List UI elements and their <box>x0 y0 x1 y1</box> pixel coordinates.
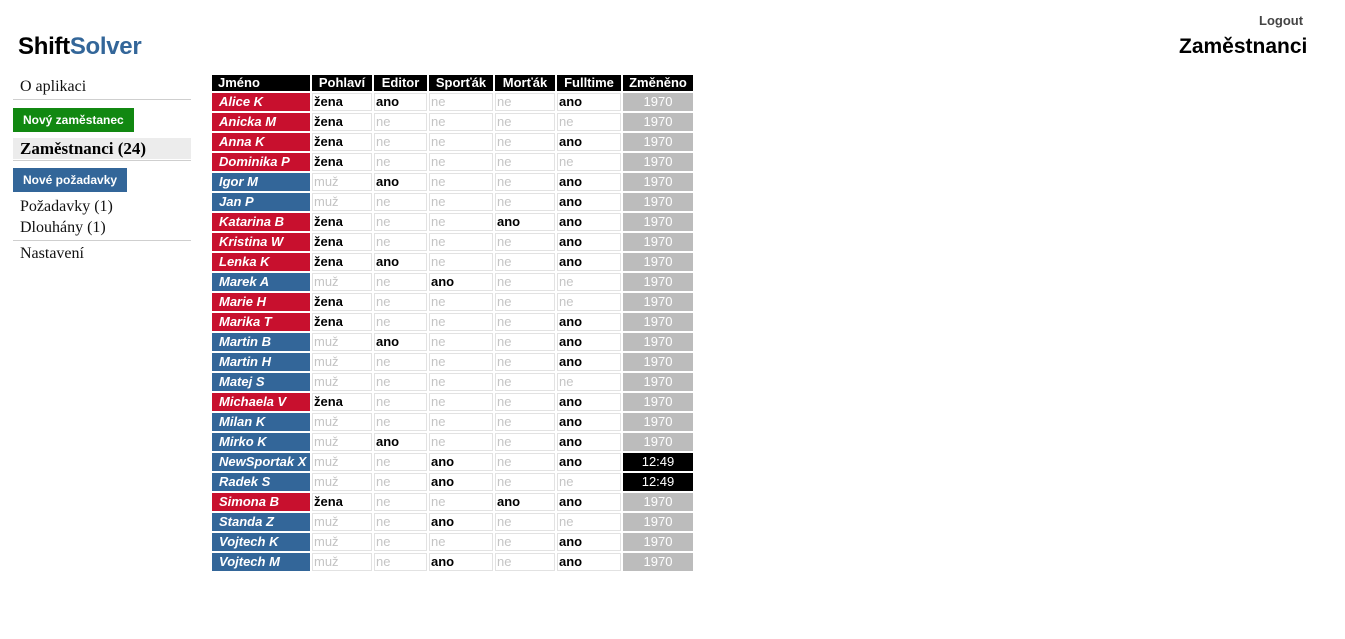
fulltime-cell: ano <box>557 433 621 451</box>
employee-name-cell[interactable]: Anicka M <box>212 113 310 131</box>
gender-cell: muž <box>312 333 372 351</box>
gender-cell: muž <box>312 513 372 531</box>
mort-cell: ano <box>495 213 555 231</box>
editor-cell: ne <box>374 113 427 131</box>
table-row[interactable] <box>212 193 693 211</box>
employee-name-cell[interactable]: Mirko K <box>212 433 310 451</box>
gender-cell: muž <box>312 453 372 471</box>
editor-cell: ne <box>374 293 427 311</box>
gender-cell: muž <box>312 533 372 551</box>
changed-cell: 1970 <box>623 113 693 131</box>
employees-table-body <box>212 93 693 571</box>
table-row[interactable] <box>212 413 693 431</box>
fulltime-cell: ano <box>557 553 621 571</box>
sport-cell: ne <box>429 393 493 411</box>
table-row[interactable] <box>212 253 693 271</box>
table-row[interactable] <box>212 293 693 311</box>
employee-name-cell[interactable]: Marek A <box>212 273 310 291</box>
table-row[interactable] <box>212 93 693 111</box>
sidebar <box>13 73 191 265</box>
fulltime-cell: ano <box>557 213 621 231</box>
page-title: Zaměstnanci <box>1179 35 1308 58</box>
employee-name-cell[interactable]: Radek S <box>212 473 310 491</box>
table-row[interactable] <box>212 493 693 511</box>
editor-cell: ne <box>374 233 427 251</box>
fulltime-cell: ano <box>557 133 621 151</box>
editor-cell: ne <box>374 513 427 531</box>
gender-cell: žena <box>312 313 372 331</box>
editor-cell: ne <box>374 373 427 391</box>
editor-cell: ano <box>374 433 427 451</box>
sport-cell: ne <box>429 533 493 551</box>
changed-cell: 1970 <box>623 513 693 531</box>
sport-cell: ne <box>429 173 493 191</box>
changed-cell: 1970 <box>623 533 693 551</box>
changed-cell: 1970 <box>623 373 693 391</box>
changed-cell: 1970 <box>623 193 693 211</box>
mort-cell: ne <box>495 393 555 411</box>
gender-cell: muž <box>312 273 372 291</box>
table-row[interactable] <box>212 533 693 551</box>
mort-cell: ne <box>495 513 555 531</box>
mort-cell: ne <box>495 113 555 131</box>
employee-name-cell[interactable]: Vojtech K <box>212 533 310 551</box>
fulltime-cell: ne <box>557 153 621 171</box>
table-row[interactable] <box>212 313 693 331</box>
changed-cell: 1970 <box>623 233 693 251</box>
logo-text-solver: Solver <box>69 33 142 60</box>
mort-cell: ne <box>495 533 555 551</box>
fulltime-cell: ne <box>557 373 621 391</box>
sport-cell: ne <box>429 333 493 351</box>
fulltime-cell: ano <box>557 493 621 511</box>
gender-cell: muž <box>312 353 372 371</box>
employee-name-cell[interactable]: Igor M <box>212 173 310 191</box>
logout-link[interactable]: Logout <box>1259 13 1304 28</box>
table-row[interactable] <box>212 113 693 131</box>
employee-name-cell[interactable]: Alice K <box>212 93 310 111</box>
changed-cell: 1970 <box>623 133 693 151</box>
table-row[interactable] <box>212 333 693 351</box>
sport-cell: ne <box>429 373 493 391</box>
editor-cell: ne <box>374 473 427 491</box>
sidebar-item-employees[interactable]: Zaměstnanci (24) <box>13 138 191 159</box>
mort-cell: ne <box>495 313 555 331</box>
editor-cell: ne <box>374 393 427 411</box>
editor-cell: ne <box>374 213 427 231</box>
table-row[interactable] <box>212 453 693 471</box>
changed-cell: 1970 <box>623 433 693 451</box>
gender-cell: muž <box>312 433 372 451</box>
mort-cell: ne <box>495 173 555 191</box>
editor-cell: ne <box>374 533 427 551</box>
editor-cell: ano <box>374 333 427 351</box>
table-row[interactable] <box>212 213 693 231</box>
editor-cell: ne <box>374 353 427 371</box>
sport-cell: ne <box>429 493 493 511</box>
column-header-fulltime[interactable]: Fulltime <box>557 75 621 91</box>
fulltime-cell: ne <box>557 293 621 311</box>
employee-name-cell[interactable]: Katarina B <box>212 213 310 231</box>
mort-cell: ne <box>495 433 555 451</box>
sidebar-item-about[interactable]: O aplikaci <box>20 78 87 95</box>
employees-table <box>210 73 695 573</box>
employee-name-cell[interactable]: Milan K <box>212 413 310 431</box>
gender-cell: muž <box>312 373 372 391</box>
logo-text-shift: Shift <box>18 33 70 60</box>
employee-name-cell[interactable]: Marika T <box>212 313 310 331</box>
sport-cell: ne <box>429 133 493 151</box>
editor-cell: ne <box>374 553 427 571</box>
sidebar-item-requests[interactable]: Požadavky (1) <box>20 198 113 215</box>
sport-cell: ano <box>429 273 493 291</box>
changed-cell: 1970 <box>623 173 693 191</box>
column-header-name[interactable]: Jméno <box>212 75 310 91</box>
changed-cell: 1970 <box>623 153 693 171</box>
sidebar-item-long-requests[interactable]: Dlouhány (1) <box>20 219 106 236</box>
mort-cell: ano <box>495 493 555 511</box>
editor-cell: ne <box>374 453 427 471</box>
mort-cell: ne <box>495 333 555 351</box>
employee-name-cell[interactable]: Marie H <box>212 293 310 311</box>
changed-cell: 1970 <box>623 413 693 431</box>
changed-cell: 1970 <box>623 213 693 231</box>
mort-cell: ne <box>495 133 555 151</box>
gender-cell: žena <box>312 113 372 131</box>
new-employee-button[interactable]: Nový zaměstanec <box>13 108 134 132</box>
changed-cell: 1970 <box>623 313 693 331</box>
column-header-editor[interactable]: Editor <box>374 75 427 91</box>
sport-cell: ne <box>429 433 493 451</box>
mort-cell: ne <box>495 473 555 491</box>
changed-cell: 1970 <box>623 253 693 271</box>
sport-cell: ne <box>429 293 493 311</box>
fulltime-cell: ano <box>557 453 621 471</box>
employee-name-cell[interactable]: Simona B <box>212 493 310 511</box>
mort-cell: ne <box>495 413 555 431</box>
fulltime-cell: ano <box>557 393 621 411</box>
mort-cell: ne <box>495 273 555 291</box>
changed-cell: 1970 <box>623 93 693 111</box>
fulltime-cell: ano <box>557 173 621 191</box>
gender-cell: žena <box>312 253 372 271</box>
sport-cell: ne <box>429 113 493 131</box>
employee-name-cell[interactable]: Dominika P <box>212 153 310 171</box>
table-row[interactable] <box>212 153 693 171</box>
gender-cell: muž <box>312 473 372 491</box>
sport-cell: ne <box>429 413 493 431</box>
sidebar-item-settings[interactable]: Nastavení <box>20 245 84 262</box>
gender-cell: muž <box>312 173 372 191</box>
employee-name-cell[interactable]: Martin H <box>212 353 310 371</box>
mort-cell: ne <box>495 553 555 571</box>
changed-cell: 12:49 <box>623 453 693 471</box>
mort-cell: ne <box>495 93 555 111</box>
mort-cell: ne <box>495 233 555 251</box>
editor-cell: ano <box>374 253 427 271</box>
column-header-gender[interactable]: Pohlaví <box>312 75 372 91</box>
changed-cell: 1970 <box>623 393 693 411</box>
sport-cell: ne <box>429 353 493 371</box>
table-row[interactable] <box>212 553 693 571</box>
column-header-sport[interactable]: Sporťák <box>429 75 493 91</box>
mort-cell: ne <box>495 453 555 471</box>
sport-cell: ne <box>429 93 493 111</box>
table-row[interactable] <box>212 393 693 411</box>
gender-cell: žena <box>312 233 372 251</box>
gender-cell: muž <box>312 193 372 211</box>
table-row[interactable] <box>212 273 693 291</box>
table-header-row <box>212 75 693 91</box>
sport-cell: ne <box>429 193 493 211</box>
employee-name-cell[interactable]: Kristina W <box>212 233 310 251</box>
sport-cell: ano <box>429 553 493 571</box>
editor-cell: ne <box>374 413 427 431</box>
gender-cell: žena <box>312 93 372 111</box>
fulltime-cell: ne <box>557 473 621 491</box>
employee-name-cell[interactable]: Martin B <box>212 333 310 351</box>
employee-name-cell[interactable]: Lenka K <box>212 253 310 271</box>
changed-cell: 1970 <box>623 493 693 511</box>
changed-cell: 1970 <box>623 553 693 571</box>
employee-name-cell[interactable]: NewSportak X <box>212 453 310 471</box>
column-header-mort[interactable]: Morťák <box>495 75 555 91</box>
sport-cell: ano <box>429 473 493 491</box>
sport-cell: ne <box>429 313 493 331</box>
fulltime-cell: ano <box>557 193 621 211</box>
sport-cell: ne <box>429 213 493 231</box>
fulltime-cell: ne <box>557 513 621 531</box>
editor-cell: ne <box>374 193 427 211</box>
sport-cell: ne <box>429 233 493 251</box>
fulltime-cell: ano <box>557 253 621 271</box>
new-requests-button[interactable]: Nové požadavky <box>13 168 127 192</box>
fulltime-cell: ano <box>557 333 621 351</box>
sport-cell: ne <box>429 153 493 171</box>
table-row[interactable] <box>212 353 693 371</box>
fulltime-cell: ano <box>557 353 621 371</box>
table-row[interactable] <box>212 233 693 251</box>
gender-cell: žena <box>312 213 372 231</box>
editor-cell: ne <box>374 493 427 511</box>
sport-cell: ano <box>429 453 493 471</box>
employee-name-cell[interactable]: Vojtech M <box>212 553 310 571</box>
table-row[interactable] <box>212 133 693 151</box>
table-row[interactable] <box>212 373 693 391</box>
employee-name-cell[interactable]: Matej S <box>212 373 310 391</box>
fulltime-cell: ano <box>557 233 621 251</box>
mort-cell: ne <box>495 253 555 271</box>
gender-cell: žena <box>312 153 372 171</box>
editor-cell: ano <box>374 93 427 111</box>
mort-cell: ne <box>495 353 555 371</box>
fulltime-cell: ano <box>557 93 621 111</box>
fulltime-cell: ne <box>557 113 621 131</box>
employee-name-cell[interactable]: Standa Z <box>212 513 310 531</box>
sport-cell: ano <box>429 513 493 531</box>
editor-cell: ano <box>374 173 427 191</box>
changed-cell: 1970 <box>623 293 693 311</box>
column-header-changed[interactable]: Změněno <box>623 75 693 91</box>
changed-cell: 1970 <box>623 333 693 351</box>
gender-cell: muž <box>312 553 372 571</box>
gender-cell: žena <box>312 393 372 411</box>
fulltime-cell: ano <box>557 413 621 431</box>
changed-cell: 1970 <box>623 353 693 371</box>
employee-name-cell[interactable]: Anna K <box>212 133 310 151</box>
changed-cell: 12:49 <box>623 473 693 491</box>
table-row[interactable] <box>212 513 693 531</box>
app-logo[interactable] <box>18 33 141 61</box>
employee-name-cell[interactable]: Michaela V <box>212 393 310 411</box>
mort-cell: ne <box>495 193 555 211</box>
editor-cell: ne <box>374 273 427 291</box>
fulltime-cell: ne <box>557 273 621 291</box>
table-row[interactable] <box>212 433 693 451</box>
fulltime-cell: ano <box>557 313 621 331</box>
mort-cell: ne <box>495 153 555 171</box>
fulltime-cell: ano <box>557 533 621 551</box>
employee-name-cell[interactable]: Jan P <box>212 193 310 211</box>
gender-cell: žena <box>312 133 372 151</box>
mort-cell: ne <box>495 293 555 311</box>
editor-cell: ne <box>374 133 427 151</box>
gender-cell: muž <box>312 413 372 431</box>
gender-cell: žena <box>312 493 372 511</box>
table-row[interactable] <box>212 173 693 191</box>
editor-cell: ne <box>374 313 427 331</box>
editor-cell: ne <box>374 153 427 171</box>
mort-cell: ne <box>495 373 555 391</box>
gender-cell: žena <box>312 293 372 311</box>
changed-cell: 1970 <box>623 273 693 291</box>
table-row[interactable] <box>212 473 693 491</box>
sport-cell: ne <box>429 253 493 271</box>
